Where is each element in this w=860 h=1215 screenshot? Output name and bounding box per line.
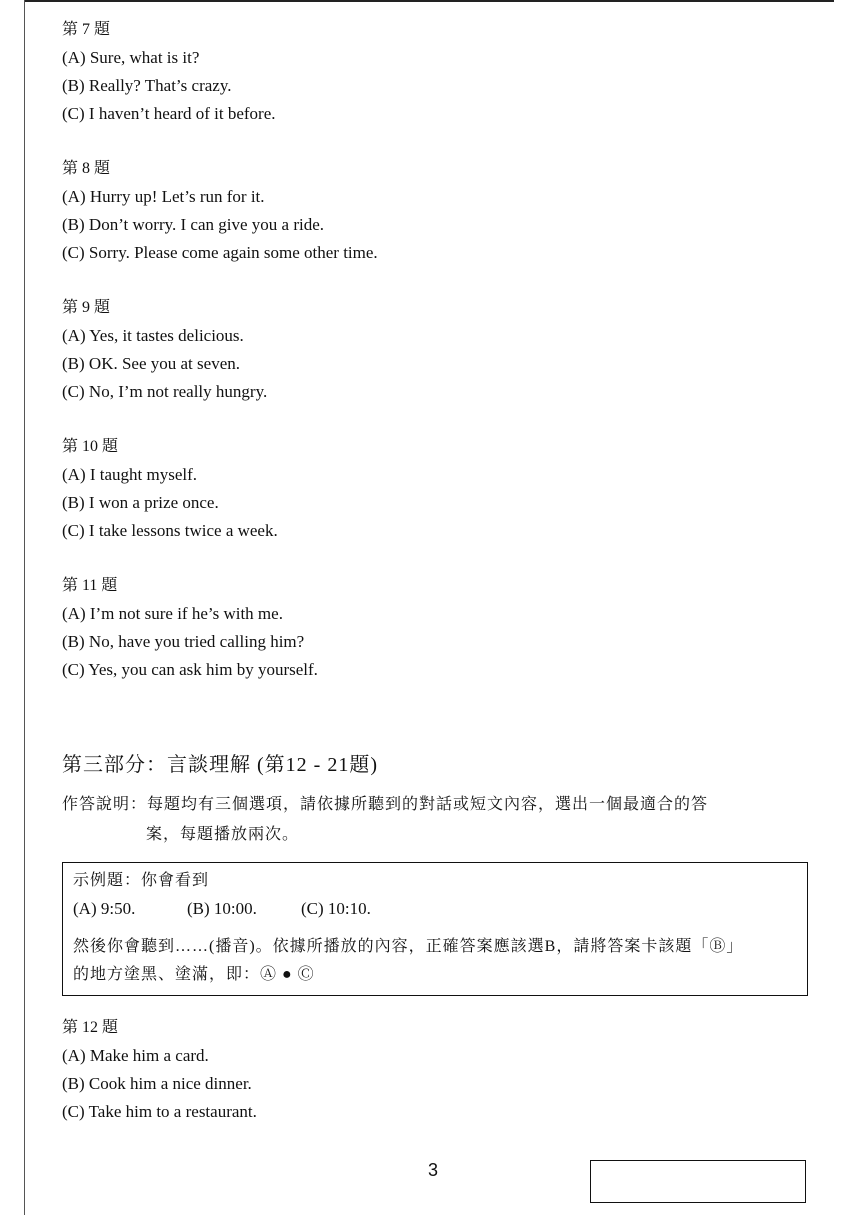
question-8 <box>62 155 822 267</box>
question-heading: 第 9 題 <box>62 299 111 316</box>
instructions <box>62 790 822 850</box>
option-c: (C) Take him to a restaurant. <box>62 1102 257 1121</box>
page-content <box>62 16 822 1153</box>
example-explanation-line-1: 然後你會聽到……(播音)。依據所播放的內容，正確答案應該選B，請將答案卡該題「Ⓑ」 <box>73 938 744 955</box>
option-a: (A) Yes, it tastes delicious. <box>62 326 244 345</box>
question-12 <box>62 1014 822 1126</box>
page-number: 3 <box>428 1160 439 1180</box>
option-b: (B) No, have you tried calling him? <box>62 632 305 651</box>
option-c: (C) I take lessons twice a week. <box>62 521 278 540</box>
option-c: (C) Sorry. Please come again some other time. <box>62 243 378 262</box>
question-heading: 第 7 題 <box>62 21 111 38</box>
option-a: (A) Make him a card. <box>62 1046 209 1065</box>
top-border-line <box>24 0 834 2</box>
question-heading: 第 8 題 <box>62 160 111 177</box>
example-explanation-line-2: 的地方塗黑、塗滿，即：Ⓐ ● Ⓒ <box>73 966 315 983</box>
option-b: (B) Really? That’s crazy. <box>62 76 232 95</box>
instruction-line-1: 作答說明：每題均有三個選項，請依據所聽到的對話或短文內容，選出一個最適合的答 <box>62 796 709 813</box>
example-option-a: (A) 9:50. <box>73 899 136 918</box>
question-heading: 第 12 題 <box>62 1019 119 1036</box>
option-a: (A) I’m not sure if he’s with me. <box>62 604 283 623</box>
question-7 <box>62 16 822 128</box>
section-title: 第三部分：言談理解 (第12 - 21題) <box>62 754 378 776</box>
option-b: (B) OK. See you at seven. <box>62 354 240 373</box>
example-options <box>73 895 797 923</box>
option-c: (C) No, I’m not really hungry. <box>62 382 268 401</box>
question-heading: 第 11 題 <box>62 577 118 594</box>
question-10 <box>62 433 822 545</box>
instruction-line-2: 案，每題播放兩次。 <box>146 826 300 843</box>
example-heading: 示例題：你會看到 <box>73 872 210 889</box>
option-b: (B) Cook him a nice dinner. <box>62 1074 252 1093</box>
question-heading: 第 10 題 <box>62 438 119 455</box>
option-a: (A) Hurry up! Let’s run for it. <box>62 187 265 206</box>
example-box <box>62 862 808 996</box>
example-option-b: (B) 10:00. <box>187 899 257 918</box>
option-b: (B) Don’t worry. I can give you a ride. <box>62 215 325 234</box>
answer-box <box>590 1160 806 1203</box>
option-a: (A) Sure, what is it? <box>62 48 200 67</box>
option-c: (C) I haven’t heard of it before. <box>62 104 276 123</box>
left-border-line <box>24 0 25 1215</box>
option-b: (B) I won a prize once. <box>62 493 219 512</box>
option-c: (C) Yes, you can ask him by yourself. <box>62 660 318 679</box>
question-9 <box>62 294 822 406</box>
question-11 <box>62 572 822 684</box>
option-a: (A) I taught myself. <box>62 465 198 484</box>
example-option-c: (C) 10:10. <box>301 899 371 918</box>
